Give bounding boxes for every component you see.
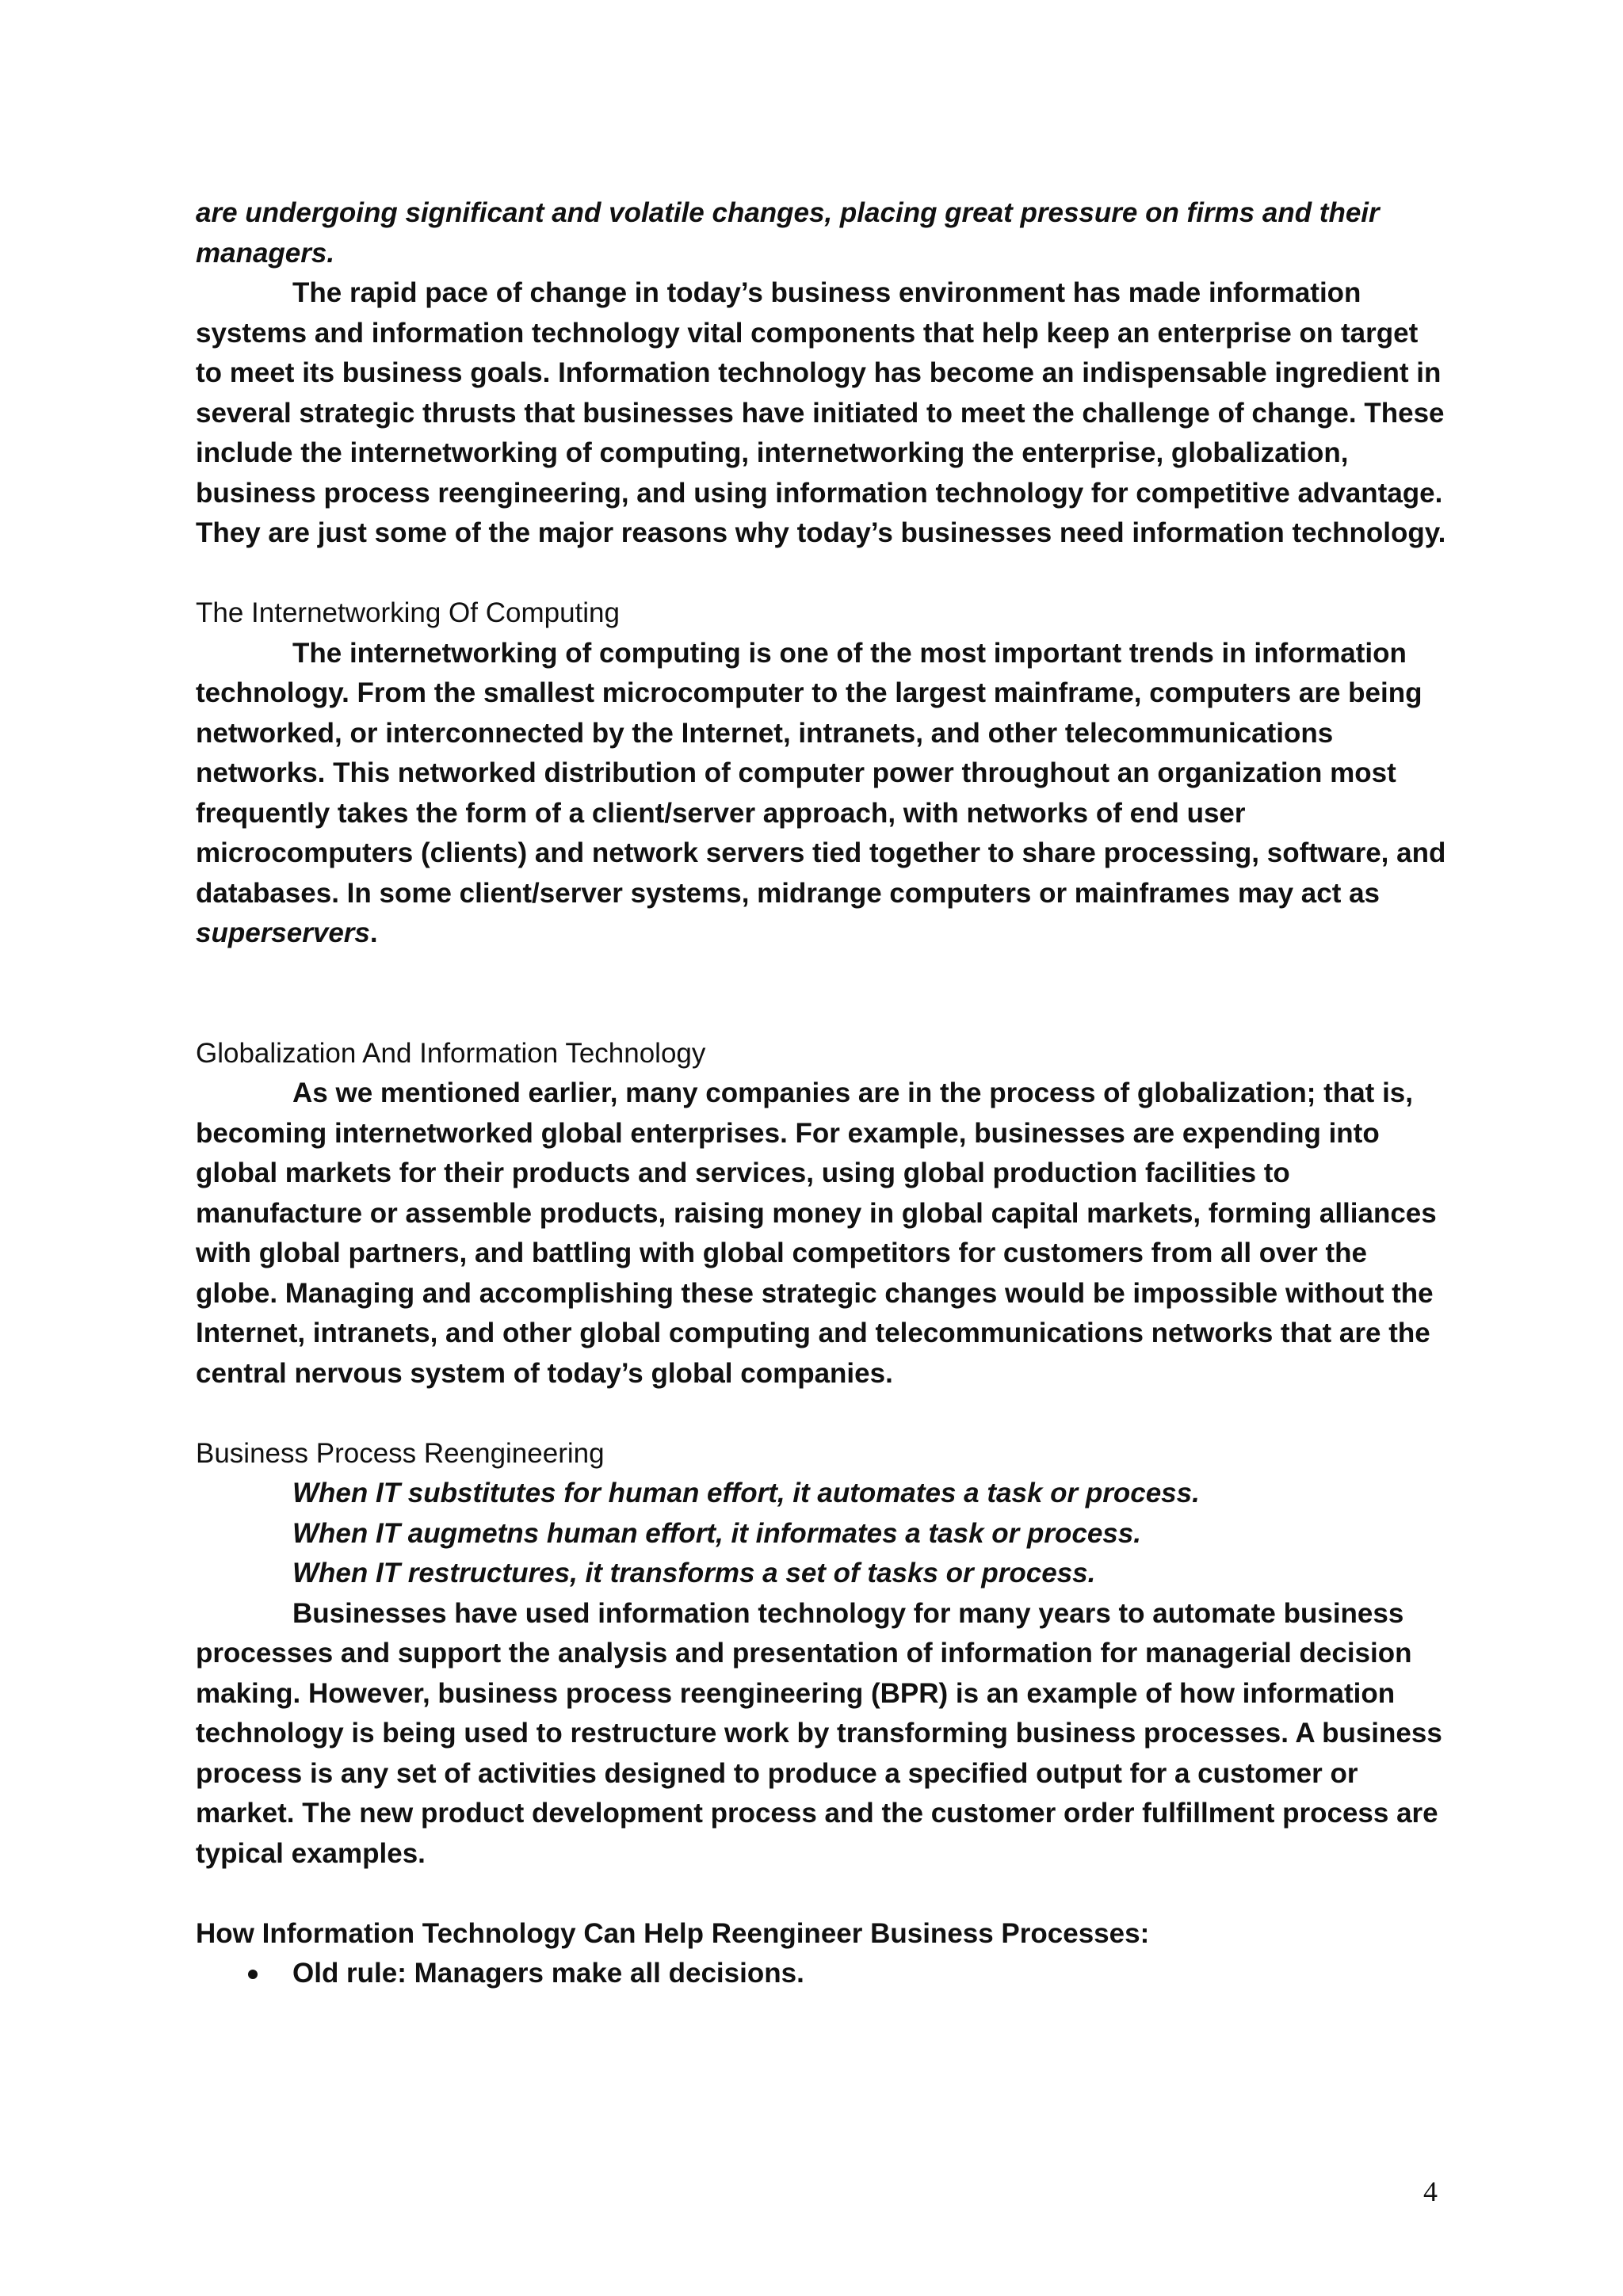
list-item-text: Old rule: Managers make all decisions. xyxy=(292,1958,804,1989)
bpr-quote-2: When IT augmetns human effort, it informates a task or process. xyxy=(292,1517,1141,1549)
list-item xyxy=(292,1954,1448,1994)
bpr-heading: Business Process Reengineering xyxy=(196,1437,605,1469)
globalization-heading: Globalization And Information Technology xyxy=(196,1037,706,1069)
bpr-quote-3: When IT restructures, it transforms a set of tasks or process. xyxy=(292,1558,1096,1589)
internetworking-paragraph-main: The internetworking of computing is one of the most important trends in information technology. From the smallest microcomputer to the largest mainframe, computers are being networked, or interconnected by the Internet, intranets, and other telecommunications networks. This networked distribution of computer power throughout an organization most frequently takes the form of a client/server approach, with networks of end user microcomputers (clients) and network servers tied together to share processing, software, and databases. In some client/server systems, midrange computers or mainframes may act as xyxy=(196,637,1446,909)
bpr-quote-1: When IT substitutes for human effort, it automates a task or process. xyxy=(292,1478,1200,1508)
internetworking-paragraph xyxy=(196,634,1448,954)
superservers-term: superservers xyxy=(196,917,370,948)
rules-list xyxy=(196,1954,1448,1994)
internetworking-heading: The Internetworking Of Computing xyxy=(196,597,620,628)
bpr-paragraph: Businesses have used information technology for many years to automate business processes and support the analysis and presentation of information for managerial decision making. However, business process reengineering (BPR) is an example of how information technology is being used to restructure work by transforming business processes. A business process is any set of activities designed to produce a specified output for a customer or market. The new product development process and the customer order fulfillment process are typical examples. xyxy=(196,1597,1442,1869)
globalization-paragraph: As we mentioned earlier, many companies are in the process of globalization; that is, becoming internetworked global enterprises. For example, businesses are expending into global markets for their products and services, using global production facilities to manufacture or assemble products, raising money in global capital markets, forming alliances with global partners, and battling with global competitors for customers from all over the globe. Managing and accomplishing these strategic changes would be impossible without the Internet, intranets, and other global computing and telecommunications networks that are the central nervous system of today’s global companies. xyxy=(196,1077,1437,1389)
intro-continued-text: are undergoing significant and volatile changes, placing great pressure on firms and their managers. xyxy=(196,197,1380,269)
page-number: 4 xyxy=(1423,2176,1438,2207)
internetworking-paragraph-end: . xyxy=(369,917,378,948)
intro-paragraph: The rapid pace of change in today’s business environment has made information systems and information technology vital components that help keep an enterprise on target to meet its business goals. Information technology has become an indispensable ingredient in several strategic thrusts that businesses have initiated to meet the challenge of change. These include the internetworking of computing, internetworking the enterprise, globalization, business process reengineering, and using information technology for competitive advantage. They are just some of the major reasons why today’s businesses need information technology. xyxy=(196,277,1446,548)
document-page xyxy=(196,193,1448,1994)
bullet-dot-icon xyxy=(248,1970,258,1979)
how-it-helps-heading: How Information Technology Can Help Reengineer Business Processes: xyxy=(196,1917,1150,1949)
